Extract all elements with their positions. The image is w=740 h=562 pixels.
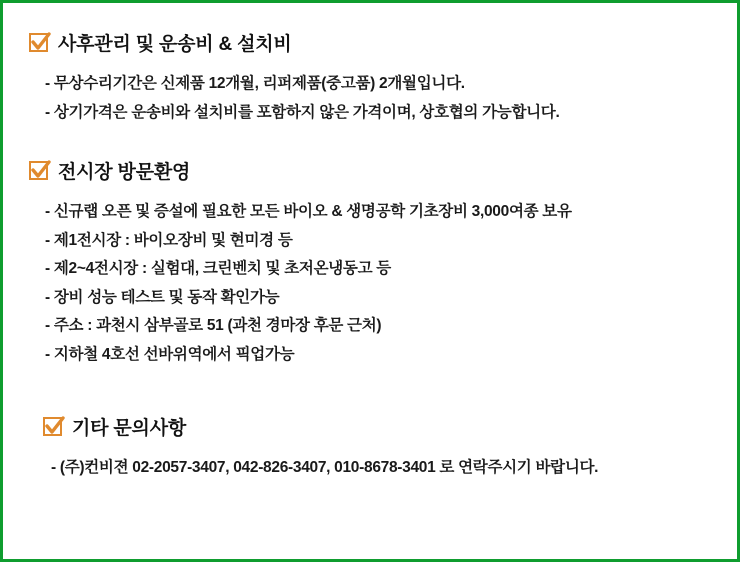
spacer [29, 127, 711, 157]
section-title: 기타 문의사항 [72, 418, 187, 439]
body-line: - 신규랩 오픈 및 증설에 필요한 모든 바이오 & 생명공학 기초장비 3,000여종 보유 [45, 203, 572, 220]
section-header [43, 413, 711, 440]
body-line: - (주)컨비젼 02-2057-3407, 042-826-3407, 010-8678-3401 로 연락주시기 바랍니다. [51, 459, 599, 476]
section-header [29, 29, 711, 56]
section-title: 전시장 방문환영 [58, 162, 191, 183]
body-line: - 상기가격은 운송비와 설치비를 포함하지 않은 가격이며, 상호협의 가능합니다. [45, 103, 560, 121]
body-line: - 제1전시장 : 바이오장비 및 현미경 등 [45, 231, 293, 249]
body-line: - 주소 : 과천시 삼부골로 51 (과천 경마장 후문 근처) [45, 317, 382, 334]
section-after-service [29, 29, 711, 127]
checkbox-checked-icon [29, 161, 48, 180]
section-title: 사후관리 및 운송비 & 설치비 [58, 34, 292, 55]
section-body [29, 454, 711, 483]
spacer [29, 369, 711, 413]
section-header [29, 157, 711, 184]
checkbox-checked-icon [43, 417, 62, 436]
section-inquiry [29, 413, 711, 483]
section-body [29, 70, 711, 127]
body-line: - 지하철 4호선 선바위역에서 픽업가능 [45, 345, 295, 363]
section-body [29, 198, 711, 369]
body-line: - 장비 성능 테스트 및 동작 확인가능 [45, 288, 280, 306]
body-line: - 제2~4전시장 : 실험대, 크린벤치 및 초저온냉동고 등 [45, 260, 391, 277]
body-line: - 무상수리기간은 신제품 12개월, 리퍼제품(중고품) 2개월입니다. [45, 75, 465, 92]
section-showroom [29, 157, 711, 369]
checkbox-checked-icon [29, 33, 48, 52]
